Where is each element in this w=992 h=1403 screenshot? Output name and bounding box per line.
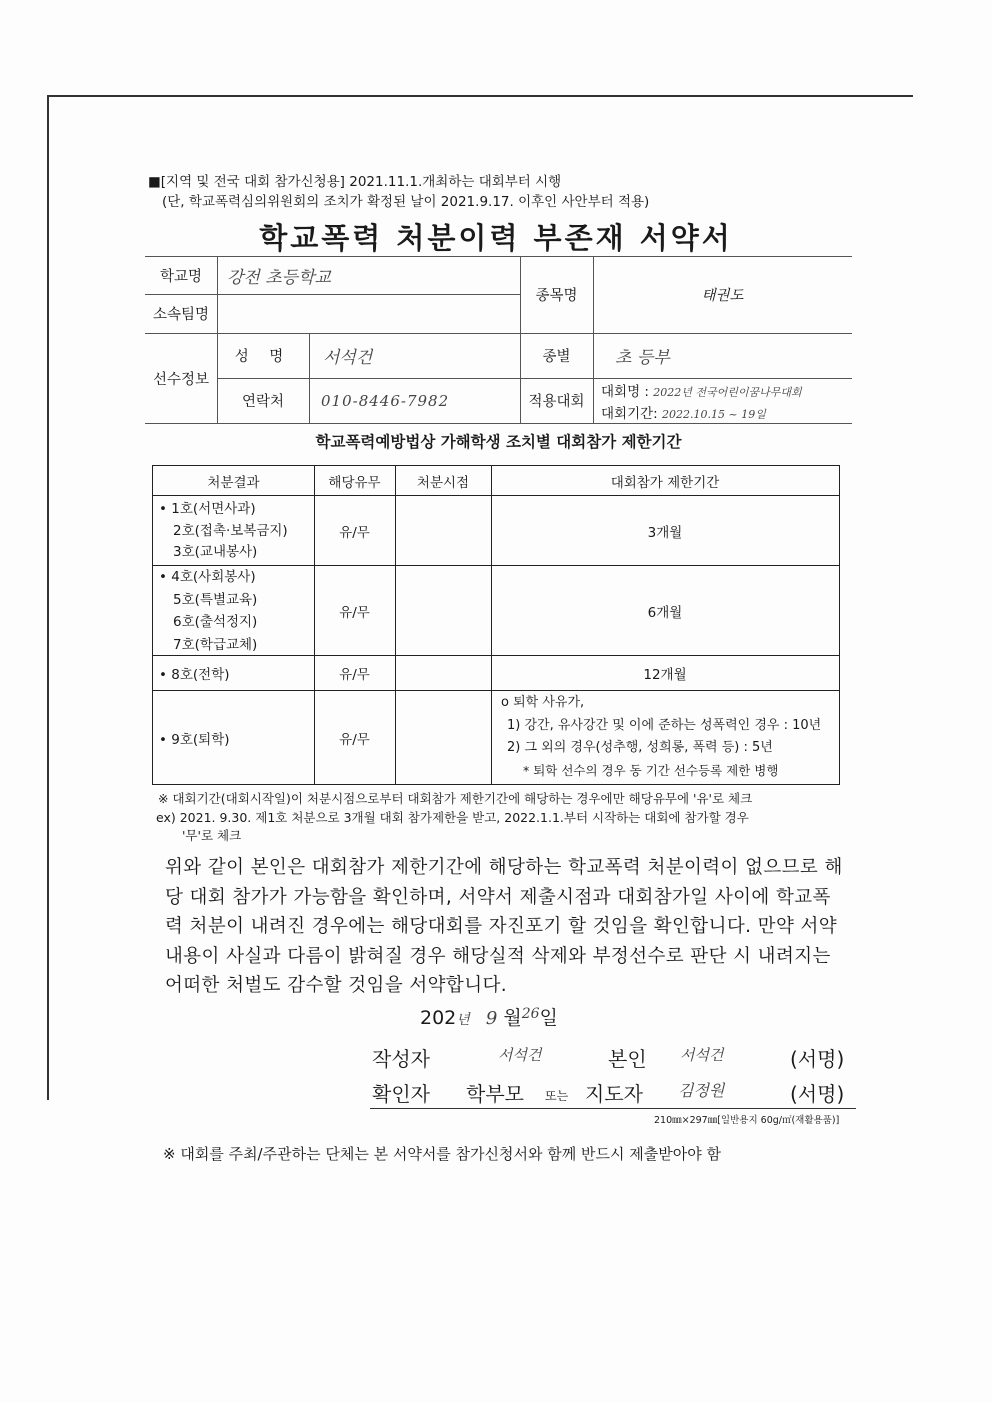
row-4-item: • 9호(퇴학) (159, 731, 230, 748)
document-title: 학교폭력 처분이력 부존재 서약서 (259, 221, 733, 255)
table-item: 3호(교내봉사) (173, 544, 258, 560)
team-label: 소속팀명 (152, 307, 210, 323)
header-time: 처분시점 (416, 474, 470, 491)
row-2-period: 6개월 (647, 604, 683, 621)
name-value: 서석건 (323, 348, 373, 368)
notice (148, 172, 649, 212)
coach-label: 지도자 (585, 1082, 643, 1106)
pledge-text: 위와 같이 본인은 대회참가 제한기간에 해당하는 학교폭력 처분이력이 없으므로 해당 대회 참가가 가능함을 확인하며, 서약서 제출시점과 대회참가일 사이에 학교폭력 처분이 내려진 경우에는 해당대회를 자진포기 할 것임을 확인합니다. 만약 서약내용이 사실과 다름이 밝혀질 경우 해당실적 삭제와 부정선수로 판단 시 내려지는 어떠한 처벌도 감수할 것임을 서약합니다. (165, 857, 843, 996)
day-value: 26 (521, 1006, 540, 1022)
table-item: • 1호(서면사과) (159, 501, 256, 517)
competition-label: 적용대회 (528, 394, 585, 410)
writer-name: 서석건 (498, 1046, 542, 1064)
period-line: * 퇴학 선수의 경우 동 기간 선수등록 제한 병행 (523, 762, 779, 778)
row-2-yn: 유/무 (339, 604, 370, 621)
row-1-yn: 유/무 (339, 524, 370, 541)
row-2-items (159, 566, 257, 656)
row-1-items (159, 499, 288, 564)
day-label: 일 (539, 1007, 558, 1029)
school-value: 강전 초등학교 (227, 267, 331, 288)
self-sign-label: (서명) (790, 1047, 845, 1071)
gender-label: 종별 (542, 349, 571, 365)
table-line (395, 466, 396, 784)
year-suffix: 년 (456, 1012, 470, 1028)
self-label: 본인 (608, 1047, 647, 1071)
event-value: 태권도 (701, 288, 744, 304)
table-item: 5호(특별교육) (173, 591, 258, 608)
date-line (420, 1003, 558, 1030)
row-4-yn: 유/무 (339, 731, 370, 748)
year-prefix: 202 (420, 1007, 457, 1029)
row-3-item: • 8호(전학) (159, 667, 230, 683)
table-item: 2호(접촉·보복금지) (173, 522, 288, 539)
table-line (153, 690, 839, 691)
month-value: 9 (485, 1008, 498, 1029)
contact-value: 010-8446-7982 (321, 391, 450, 410)
header-result: 처분결과 (207, 474, 260, 491)
player-label: 선수정보 (152, 371, 210, 388)
competition-period-row (601, 402, 766, 422)
scan-frame-top (47, 95, 913, 97)
event-label: 종목명 (535, 288, 578, 304)
school-label: 학교명 (159, 268, 203, 285)
gender-value: 초 등부 (615, 348, 670, 368)
period-line: 2) 그 외의 경우(성추행, 성희롱, 폭력 등) : 5년 (507, 740, 773, 755)
self-name: 서석건 (680, 1046, 724, 1064)
row-1-period: 3개월 (647, 524, 683, 541)
table-item: 6호(출석정지) (173, 614, 258, 630)
name-label: 성 명 (234, 349, 292, 365)
confirmer-label: 확인자 (372, 1082, 430, 1106)
competition-period-value: 2022.10.15 ~ 19일 (662, 408, 766, 421)
note-1: ※ 대회기간(대회시작일)이 처분시점으로부터 대회참가 제한기간에 해당하는 경우에만 해당유무에 '유'로 체크 (158, 791, 753, 806)
info-line (309, 333, 310, 423)
or-label: 또는 (545, 1089, 569, 1103)
paper-spec: 210㎜×297㎜[일반용지 60g/㎡(재활용품)] (654, 1115, 840, 1126)
restriction-title: 학교폭력예방법상 가해학생 조치별 대회참가 제한기간 (315, 433, 682, 451)
row-3-yn: 유/무 (339, 667, 370, 683)
info-block (145, 256, 852, 424)
row-3-period: 12개월 (643, 667, 687, 683)
competition-name-value: 2022년 전국어린이꿈나무대회 (653, 386, 802, 399)
competition-name-row (601, 380, 802, 400)
bottom-note: ※ 대회를 주최/주관하는 단체는 본 서약서를 참가신청서와 함께 반드시 제출받아야 함 (163, 1145, 721, 1163)
month-label: 월 (503, 1007, 522, 1029)
info-line (145, 423, 852, 424)
period-line: o 퇴학 사유가, (501, 695, 585, 710)
footer-divider (370, 1108, 856, 1109)
table-item: • 4호(사회봉사) (159, 569, 256, 585)
competition-period-label: 대회기간: (601, 406, 658, 422)
coach-name: 김정원 (678, 1081, 725, 1100)
contact-label: 연락처 (241, 394, 285, 410)
row-4-period (501, 692, 821, 782)
coach-sign-label: (서명) (790, 1082, 845, 1106)
competition-name-label: 대회명 : (601, 384, 649, 400)
note-3: '무'로 체크 (182, 828, 242, 843)
header-applicable: 해당유무 (328, 474, 381, 491)
parent-label: 학부모 (466, 1082, 524, 1106)
table-item: 7호(학급교체) (173, 636, 258, 653)
notice-line-1: ■[지역 및 전국 대회 참가신청용] 2021.11.1.개최하는 대회부터 시행 (148, 174, 562, 190)
notice-line-2: (단, 학교폭력심의위원회의 조치가 확정된 날이 2021.9.17. 이후인 사안부터 적용) (162, 194, 650, 210)
period-line: 1) 강간, 유사강간 및 이에 준하는 성폭력인 경우 : 10년 (507, 717, 822, 733)
restriction-table (152, 465, 840, 785)
writer-label: 작성자 (372, 1047, 430, 1071)
note-2: ex) 2021. 9.30. 제1호 처분으로 3개월 대회 참가제한을 받고, 2022.1.1.부터 시작하는 대회에 참가할 경우 (156, 810, 749, 825)
header-period: 대회참가 제한기간 (610, 474, 720, 491)
